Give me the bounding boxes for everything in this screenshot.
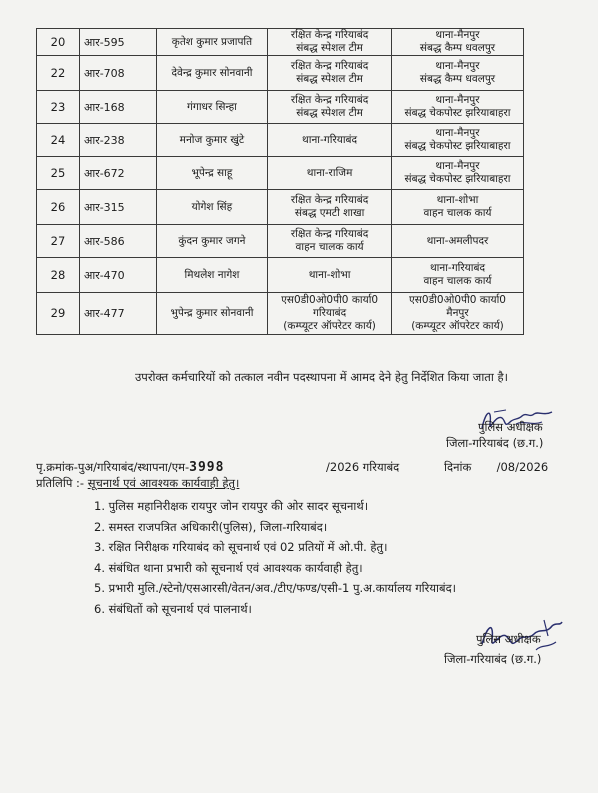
table-row [37, 190, 524, 225]
date-value: /08/2026 [496, 460, 549, 474]
current-posting-cell [268, 91, 392, 124]
current-posting-line: थाना-शोभा [308, 268, 351, 281]
table-row [37, 91, 524, 124]
new-posting-cell [391, 157, 523, 190]
reference-prefix: पृ.क्रमांक-पुअ/गरियाबंद/स्थापना/एम- [36, 460, 190, 474]
current-posting-cell [268, 258, 392, 293]
new-posting-line: एस0डी0ओ0पी0 कार्या0 [408, 294, 506, 306]
new-posting-cell [391, 56, 523, 91]
current-posting-line: संबद्ध स्पेशल टीम [296, 73, 363, 85]
copy-recipient-item: 3. रक्षित निरीक्षक गरियाबंद को सूचनार्थ एवं 02 प्रतियों में ओ.पी. हेतु। [94, 540, 388, 554]
serial-number-cell: 24 [37, 124, 80, 157]
new-posting-line: थाना-मैनपुर [435, 160, 480, 172]
employee-name-cell: कुंदन कुमार जगने [156, 225, 268, 258]
table-row [37, 258, 524, 293]
signatory-2-title: पुलिस अधीक्षक [476, 632, 541, 646]
current-posting-line: वाहन चालक कार्य [295, 241, 364, 253]
copy-label: प्रतिलिपि :- [36, 476, 85, 490]
copy-recipient-item: 4. संबंधित थाना प्रभारी को सूचनार्थ एवं आवश्यक कार्यवाही हेतु। [94, 560, 363, 575]
signatory-2-district: जिला-गरियाबंद (छ.ग.) [444, 652, 542, 666]
constable-number-cell: आर-238 [79, 124, 156, 157]
current-posting-line: रक्षित केन्द्र गरियाबंद [290, 228, 369, 240]
employee-name-cell: योगेश सिंह [156, 190, 268, 225]
current-posting-cell [268, 190, 392, 225]
constable-number-cell: आर-708 [79, 56, 156, 91]
current-posting-line: थाना-राजिम [306, 166, 353, 179]
current-posting-cell [268, 293, 392, 335]
posting-table-body [37, 29, 524, 335]
new-posting-line: संबद्ध चेकपोस्ट झरियाबाहरा [404, 173, 511, 185]
new-posting-line: संबद्ध चेकपोस्ट झरियाबाहरा [404, 107, 511, 119]
current-posting-line: गरियाबंद [312, 307, 347, 319]
current-posting-line: रक्षित केन्द्र गरियाबंद [290, 29, 369, 41]
serial-number-cell: 27 [37, 225, 80, 258]
current-posting-line: संबद्ध स्पेशल टीम [296, 107, 363, 119]
employee-name-cell: देवेन्द्र कुमार सोनवानी [156, 56, 268, 91]
reference-serial: 3998 [189, 460, 225, 475]
current-posting-cell [268, 225, 392, 258]
employee-name-cell: गंगाधर सिन्हा [156, 91, 268, 124]
copy-recipient-item: 1. पुलिस महानिरीक्षक रायपुर जोन रायपुर की ओर सादर सूचनार्थ। [94, 499, 369, 513]
constable-number-cell: आर-477 [79, 293, 156, 335]
new-posting-line: थाना-गरियाबंद [429, 262, 486, 274]
copy-recipient-item: 2. समस्त राजपत्रित अधिकारी(पुलिस), जिला-गरियाबंद। [94, 519, 328, 534]
copy-heading [36, 476, 239, 491]
new-posting-cell [391, 293, 523, 335]
table-row [37, 293, 524, 335]
serial-number-cell: 29 [37, 293, 80, 335]
reference-date [444, 460, 548, 475]
current-posting-cell [268, 124, 392, 157]
current-posting-line: (कम्प्यूटर ऑपरेटर कार्य) [283, 320, 376, 332]
new-posting-cell [391, 225, 523, 258]
employee-name-cell: भुपेन्द्र कुमार सोनवानी [156, 293, 268, 335]
table-row [37, 56, 524, 91]
copy-purpose: सूचनार्थ एवं आवश्यक कार्यवाही हेतु। [87, 476, 240, 490]
current-posting-line: थाना-गरियाबंद [302, 133, 358, 146]
new-posting-line: संबद्ध चेकपोस्ट झरियाबाहरा [404, 140, 511, 152]
current-posting-cell [268, 29, 392, 56]
new-posting-line: थाना-मैनपुर [435, 29, 480, 41]
constable-number-cell: आर-586 [79, 225, 156, 258]
constable-number-cell: आर-470 [79, 258, 156, 293]
serial-number-cell: 26 [37, 190, 80, 225]
new-posting-line: मैनपुर [446, 307, 469, 319]
new-posting-line: संबद्ध कैम्प धवलपुर [419, 42, 496, 54]
posting-table [36, 28, 524, 335]
new-posting-cell [391, 91, 523, 124]
date-label: दिनांक [444, 460, 472, 474]
constable-number-cell: आर-168 [79, 91, 156, 124]
employee-name-cell: कृतेश कुमार प्रजापति [156, 29, 268, 56]
serial-number-cell: 25 [37, 157, 80, 190]
reference-year: /2026 गरियाबंद [326, 460, 400, 474]
employee-name-cell: भूपेन्द्र साहू [156, 157, 268, 190]
current-posting-cell [268, 157, 392, 190]
constable-number-cell: आर-315 [79, 190, 156, 225]
instruction-statement: उपरोक्त कर्मचारियों को तत्काल नवीन पदस्थापना में आमद देने हेतु निर्देशित किया जाता है। [135, 370, 508, 384]
current-posting-cell [268, 56, 392, 91]
new-posting-cell [391, 124, 523, 157]
current-posting-line: रक्षित केन्द्र गरियाबंद [290, 94, 369, 106]
new-posting-line: थाना-शोभा [436, 194, 479, 206]
new-posting-line: संबद्ध कैम्प धवलपुर [419, 73, 496, 85]
current-posting-line: रक्षित केन्द्र गरियाबंद [290, 60, 369, 72]
serial-number-cell: 22 [37, 56, 80, 91]
table-row [37, 157, 524, 190]
copy-recipient-item: 6. संबंधितों को सूचनार्थ एवं पालनार्थ। [94, 601, 252, 616]
new-posting-line: थाना-अमलीपदर [426, 234, 489, 247]
copy-recipient-list [94, 498, 456, 621]
constable-number-cell: आर-672 [79, 157, 156, 190]
current-posting-line: रक्षित केन्द्र गरियाबंद [290, 194, 369, 206]
table-row [37, 124, 524, 157]
table-row [37, 29, 524, 56]
new-posting-line: थाना-मैनपुर [435, 60, 480, 72]
employee-name-cell: मिथलेश नागेश [156, 258, 268, 293]
copy-recipient-item: 5. प्रभारी मुलि./स्टेनो/एसआरसी/वेतन/अव./टीए/फण्ड/एसी-1 पु.अ.कार्यालय गरियाबंद। [94, 581, 457, 595]
new-posting-line: थाना-मैनपुर [435, 127, 480, 139]
new-posting-cell [391, 190, 523, 225]
new-posting-cell [391, 258, 523, 293]
serial-number-cell: 20 [37, 29, 80, 56]
signatory-1-title: पुलिस अधीक्षक [478, 420, 543, 434]
new-posting-line: (कम्प्यूटर ऑपरेटर कार्य) [411, 320, 504, 332]
new-posting-line: वाहन चालक कार्य [423, 207, 492, 219]
current-posting-line: संबद्ध एमटी शाखा [294, 207, 365, 219]
new-posting-line: थाना-मैनपुर [435, 94, 480, 106]
new-posting-cell [391, 29, 523, 56]
reference-number [36, 460, 224, 475]
serial-number-cell: 23 [37, 91, 80, 124]
signatory-1-district: जिला-गरियाबंद (छ.ग.) [446, 436, 544, 450]
constable-number-cell: आर-595 [79, 29, 156, 56]
current-posting-line: एस0डी0ओ0पी0 कार्या0 [281, 294, 379, 306]
table-row [37, 225, 524, 258]
current-posting-line: संबद्ध स्पेशल टीम [296, 42, 363, 54]
new-posting-line: वाहन चालक कार्य [423, 275, 492, 287]
employee-name-cell: मनोज कुमार खुंटे [156, 124, 268, 157]
serial-number-cell: 28 [37, 258, 80, 293]
